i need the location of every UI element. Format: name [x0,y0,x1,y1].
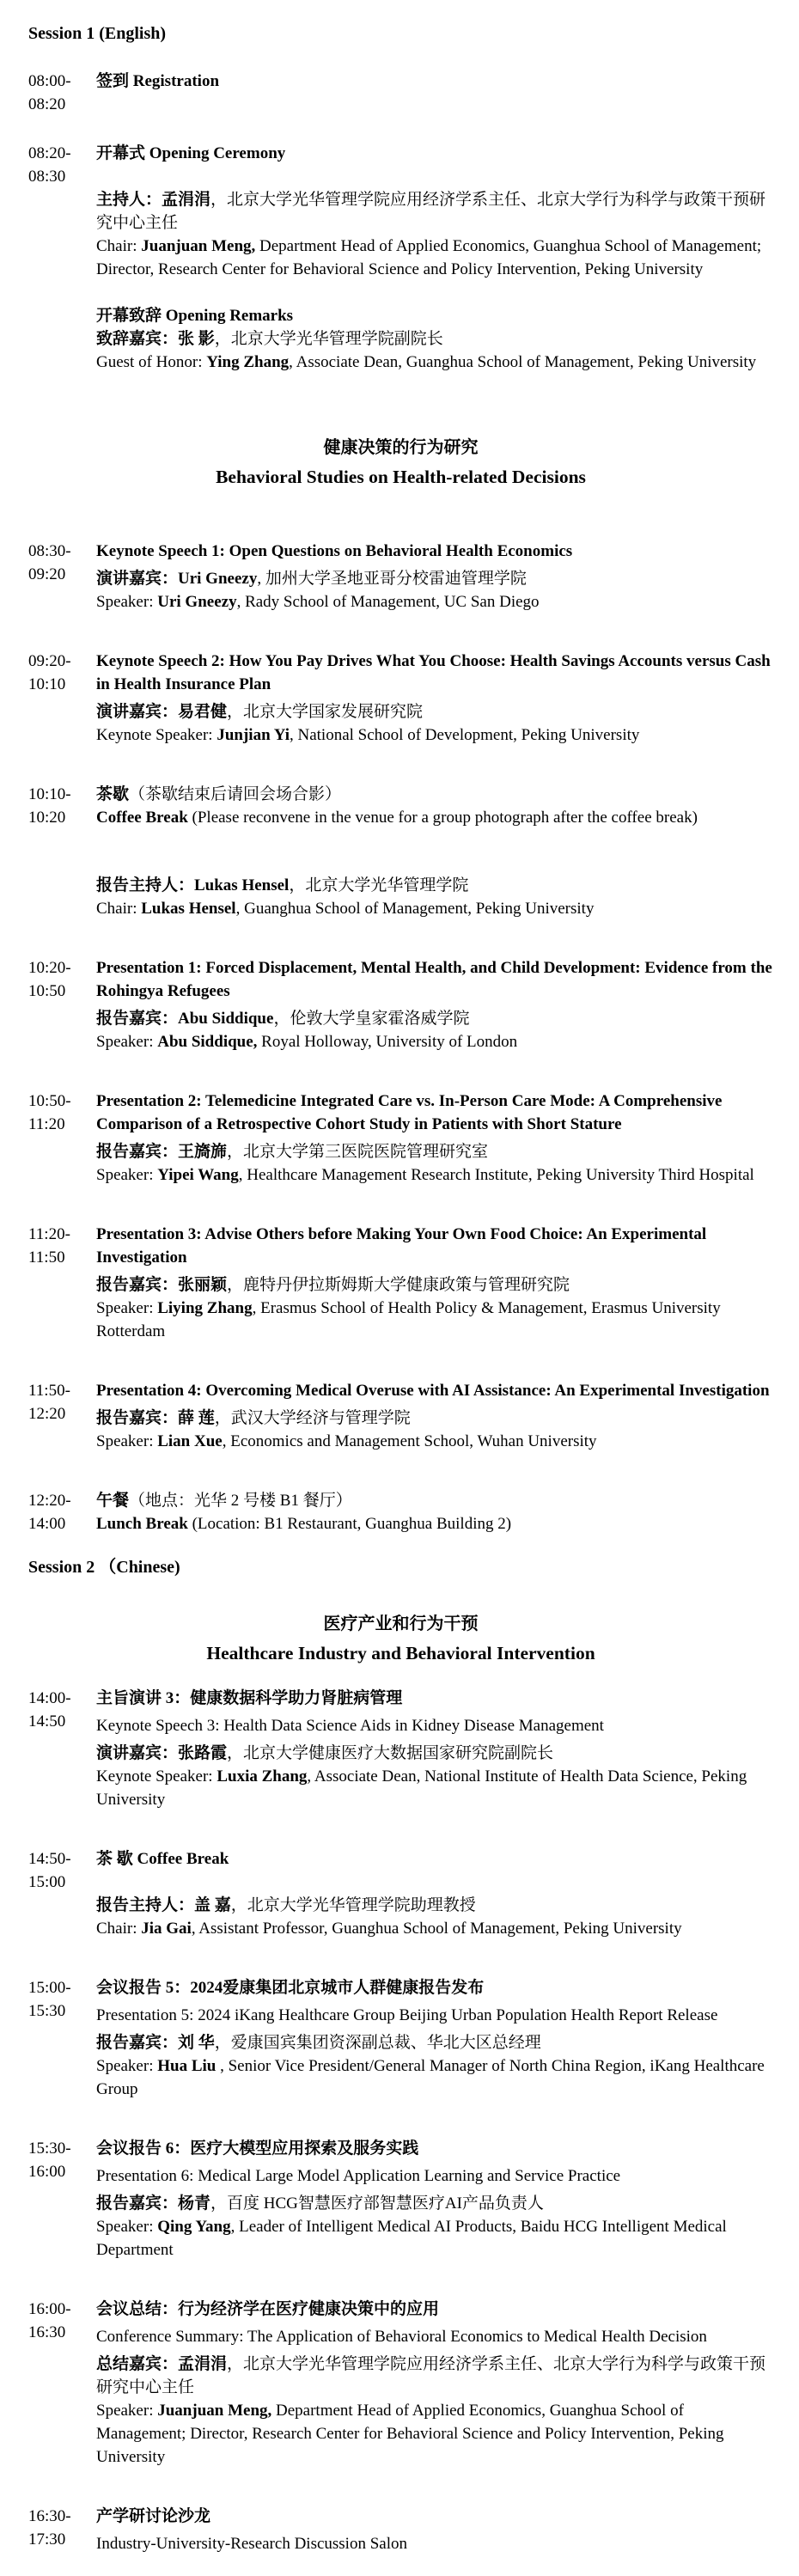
chair-line-zh [96,874,773,897]
event-title-en: Conference Summary: The Application of Behavioral Economics to Medical Health Decision [96,2328,707,2346]
guest-line-zh [96,327,773,351]
speaker-name-en: Juanjuan Meng, [157,2402,272,2420]
speaker-line-zh [96,700,773,723]
speaker-label-en: Keynote Speaker: [96,1767,217,1785]
chair-name-zh: 主持人：孟涓涓 [96,191,211,209]
speaker-label-en: Speaker: [96,593,158,611]
time-label: 10:20-10:50 [28,959,71,1000]
speaker-label-en: Speaker: [96,1033,158,1051]
chair-name-zh: 报告主持人：Lukas Hensel [96,876,290,894]
speaker-affiliation-en: , Senior Vice President/General Manager of North China Region, iKang Healthcare Group [96,2057,765,2098]
speaker-affiliation-zh: ，北京大学健康医疗大数据国家研究院副院长 [227,1744,554,1762]
speaker-line-zh [96,567,773,590]
chair-name-en: Jia Gai [141,1920,192,1938]
chair-label-en: Chair: [96,1920,142,1938]
speaker-affiliation-en: , Rady School of Management, UC San Diego [236,593,540,611]
speaker-line-en [96,1163,773,1187]
speaker-affiliation-zh: ，北京大学国家发展研究院 [227,703,424,721]
time-label: 15:30-16:00 [28,2140,71,2181]
guest-line-en [96,351,773,374]
break-note-zh: （茶歇结束后请回会场合影） [129,785,342,803]
speaker-line-zh [96,2192,773,2215]
speaker-line-zh [96,2353,773,2399]
speaker-name-en: Hua Liu [157,2057,221,2075]
section-heading-zh: 医疗产业和行为干预 [323,1615,479,1633]
speaker-name-zh: 报告嘉宾：薛 莲 [96,1409,215,1427]
guest-affiliation-en: , Associate Dean, Guanghua School of Management, Peking University [289,353,757,371]
event-title: Presentation 2: Telemedicine Integrated Care vs. In-Person Care Mode: A Comprehensive Comparison of a Retrospective Cohort Study in Patients with Short Stature [96,1092,723,1133]
speaker-label-en: Speaker: [96,2402,158,2420]
time-label: 09:20-10:10 [28,652,71,693]
speaker-affiliation-en: Royal Holloway, University of London [257,1033,518,1051]
lunch-location-en: (Location: B1 Restaurant, Guanghua Building 2) [187,1515,512,1533]
chair-label-en: Chair: [96,237,142,255]
agenda-row-presentation5 [28,1976,773,2101]
speaker-affiliation-en: , National School of Development, Peking University [290,726,640,744]
agenda-row-summary [28,2298,773,2469]
event-title: Presentation 3: Advise Others before Making Your Own Food Choice: An Experimental Investigation [96,1225,707,1267]
event-title: Keynote Speech 2: How You Pay Drives What You Choose: Health Savings Accounts versus Cash in Health Insurance Plan [96,652,771,693]
event-title: 开幕式 Opening Ceremony [96,144,286,162]
speaker-name-en: Liying Zhang [157,1299,253,1317]
lunch-location-zh: （地点：光华 2 号楼 B1 餐厅） [129,1492,352,1510]
event-title-en: Industry-University-Research Discussion Salon [96,2535,407,2553]
chair-line-en [96,1917,773,1940]
speaker-line-zh [96,1407,773,1430]
speaker-label-en: Speaker: [96,2057,158,2075]
chair-line-zh [96,188,773,235]
event-title-en: Presentation 5: 2024 iKang Healthcare Group Beijing Urban Population Health Report Release [96,2006,718,2024]
section-heading-en: Behavioral Studies on Health-related Decisions [216,467,586,487]
break-line-en [96,806,773,829]
event-title: Presentation 4: Overcoming Medical Overuse with AI Assistance: An Experimental Investigation [96,1382,770,1400]
chair-affiliation-zh: ，北京大学光华管理学院 [289,876,469,894]
session2-header: Session 2 （Chinese) [28,1558,180,1577]
speaker-line-zh [96,1140,773,1163]
event-title: Keynote Speech 1: Open Questions on Behavioral Health Economics [96,542,573,560]
speaker-label-en: Keynote Speaker: [96,726,217,744]
guest-label-en: Guest of Honor: [96,353,207,371]
speaker-affiliation-en: , Erasmus School of Health Policy & Management, Erasmus University Rotterdam [96,1299,721,1340]
speaker-affiliation-zh: ，百度 HCG智慧医疗部智慧医疗AI产品负责人 [210,2194,544,2213]
chair-name-zh: 报告主持人：盖 嘉 [96,1896,231,1914]
break-note-en: (Please reconvene in the venue for a group photograph after the coffee break) [187,809,698,827]
section-heading-zh: 健康决策的行为研究 [323,438,479,457]
event-title-zh: 会议报告 5：2024爱康集团北京城市人群健康报告发布 [96,1979,485,1997]
time-label: 08:00-08:20 [28,72,71,113]
event-title: 签到 Registration [96,72,220,90]
speaker-affiliation-zh: ，鹿特丹伊拉斯姆斯大学健康政策与管理研究院 [227,1276,570,1294]
break-title-en: Coffee Break [96,809,188,827]
speaker-line-en [96,1297,773,1343]
speaker-name-zh: 报告嘉宾：杨青 [96,2194,211,2213]
speaker-affiliation-en: , Leader of Intelligent Medical AI Products, Baidu HCG Intelligent Medical Department [96,2218,727,2259]
lunch-title-zh: 午餐 [96,1492,130,1510]
speaker-label-en: Speaker: [96,1299,158,1317]
speaker-line-zh [96,1742,773,1765]
speaker-line-en [96,723,773,747]
time-label: 08:30-09:20 [28,542,71,583]
chair-name-en: Juanjuan Meng, [141,237,256,255]
section-heading-1 [28,434,773,491]
speaker-line-en [96,1765,773,1811]
speaker-name-en: Junjian Yi [217,726,290,744]
agenda-row-coffee-break-1 [28,783,773,829]
event-title-en: Presentation 6: Medical Large Model Application Learning and Service Practice [96,2167,621,2185]
speaker-affiliation-zh: , 加州大学圣地亚哥分校雷迪管理学院 [257,570,527,588]
speaker-label-en: Speaker: [96,2218,158,2236]
event-title-zh: 会议报告 6：医疗大模型应用探索及服务实践 [96,2140,419,2158]
lunch-line-zh [96,1489,773,1512]
agenda-row-presentation2 [28,1090,773,1187]
speaker-name-zh: 报告嘉宾：刘 华 [96,2034,215,2052]
speaker-name-en: Yipei Wang [157,1166,239,1184]
chair-line-en [96,235,773,281]
speaker-line-en [96,1430,773,1453]
chair-affiliation-en: , Assistant Professor, Guanghua School of Management, Peking University [191,1920,682,1938]
time-label: 14:50-15:00 [28,1850,71,1891]
speaker-name-en: Abu Siddique, [157,1033,258,1051]
speaker-affiliation-zh: ，伦敦大学皇家霍洛威学院 [273,1010,470,1028]
time-label: 16:30-17:30 [28,2507,71,2549]
chair-label-en: Chair: [96,900,142,918]
agenda-row-lunch [28,1489,773,1535]
agenda-row-opening-ceremony [28,142,773,374]
agenda-row-salon [28,2505,773,2555]
agenda-row-chair-note [28,874,773,920]
time-label: 14:00-14:50 [28,1689,71,1731]
speaker-line-en [96,2215,773,2262]
speaker-line-en [96,1030,773,1053]
agenda-row-presentation4 [28,1379,773,1453]
agenda-row-keynote1 [28,540,773,613]
break-line-zh [96,783,773,806]
time-label: 11:20-11:50 [28,1225,70,1267]
chair-line-zh [96,1894,773,1917]
speaker-affiliation-zh: ，北京大学光华管理学院应用经济学系主任、北京大学行为科学与政策干预研究中心主任 [96,2355,766,2396]
opening-remarks-title: 开幕致辞 Opening Remarks [96,307,294,325]
time-label-empty [28,874,96,920]
speaker-name-zh: 总结嘉宾：孟涓涓 [96,2355,228,2373]
speaker-affiliation-zh: ，爱康国宾集团资深副总裁、华北大区总经理 [214,2034,541,2052]
guest-name-en: Ying Zhang [206,353,290,371]
speaker-name-en: Luxia Zhang [217,1767,308,1785]
guest-affiliation-zh: ，北京大学光华管理学院副院长 [214,330,443,348]
section-heading-2 [28,1610,773,1668]
chair-name-en: Lukas Hensel [141,900,236,918]
speaker-affiliation-zh: ，北京大学第三医院医院管理研究室 [227,1143,489,1161]
chair-affiliation-zh: ，北京大学光华管理学院助理教授 [230,1896,476,1914]
event-title-zh: 会议总结：行为经济学在医疗健康决策中的应用 [96,2300,440,2318]
speaker-name-en: Lian Xue [157,1432,223,1450]
agenda-row-presentation1 [28,956,773,1053]
time-label: 08:20-08:30 [28,144,71,186]
speaker-label-en: Speaker: [96,1166,158,1184]
agenda-row-keynote2 [28,650,773,747]
speaker-name-zh: 演讲嘉宾：张路霞 [96,1744,228,1762]
time-label: 10:50-11:20 [28,1092,71,1133]
speaker-line-en [96,2399,773,2469]
speaker-name-en: Uri Gneezy [157,593,237,611]
time-label: 15:00-15:30 [28,1979,71,2020]
speaker-name-en: Qing Yang [157,2218,231,2236]
event-title-en: Keynote Speech 3: Health Data Science Aids in Kidney Disease Management [96,1717,604,1735]
speaker-label-en: Speaker: [96,1432,158,1450]
agenda-row-coffee-break-2 [28,1847,773,1940]
speaker-affiliation-en: , Healthcare Management Research Institute, Peking University Third Hospital [238,1166,754,1184]
session1-header: Session 1 (English) [28,24,167,43]
break-title-zh: 茶歇 [96,785,130,803]
agenda-row-presentation3 [28,1223,773,1343]
speaker-line-en [96,590,773,613]
speaker-name-zh: 报告嘉宾：王旖旆 [96,1143,228,1161]
speaker-name-zh: 演讲嘉宾：Uri Gneezy [96,570,258,588]
event-title-zh: 产学研讨论沙龙 [96,2507,211,2525]
speaker-name-zh: 报告嘉宾：张丽颖 [96,1276,228,1294]
speaker-affiliation-zh: ，武汉大学经济与管理学院 [214,1409,411,1427]
speaker-line-zh [96,1273,773,1297]
speaker-name-zh: 演讲嘉宾：易君健 [96,703,228,721]
agenda-row-registration [28,70,773,116]
event-title-zh: 主旨演讲 3：健康数据科学助力肾脏病管理 [96,1689,403,1707]
time-label: 11:50-12:20 [28,1382,70,1423]
chair-affiliation-en: , Guanghua School of Management, Peking University [235,900,595,918]
speaker-affiliation-en: Department Head of Applied Economics, Guanghua School of Management; Director, Research Center for Behavioral Science and Policy Intervention, Peking University [96,2402,724,2466]
chair-affiliation-en: Department Head of Applied Economics, Guanghua School of Management; Director, Research Center for Behavioral Science and Policy Intervention, Peking University [96,237,762,278]
time-label: 10:10-10:20 [28,785,71,827]
speaker-line-zh [96,2031,773,2054]
section-heading-en: Healthcare Industry and Behavioral Intervention [206,1643,595,1663]
chair-affiliation-zh: ，北京大学光华管理学院应用经济学系主任、北京大学行为科学与政策干预研究中心主任 [96,191,766,232]
speaker-name-zh: 报告嘉宾：Abu Siddique [96,1010,274,1028]
lunch-line-en [96,1512,773,1535]
time-label: 16:00-16:30 [28,2300,71,2341]
speaker-affiliation-en: , Economics and Management School, Wuhan University [222,1432,597,1450]
speaker-line-en [96,2054,773,2101]
break-title: 茶 歇 Coffee Break [96,1850,229,1868]
chair-line-en [96,897,773,920]
agenda-row-keynote3 [28,1687,773,1811]
guest-name-zh: 致辞嘉宾：张 影 [96,330,215,348]
lunch-title-en: Lunch Break [96,1515,188,1533]
speaker-affiliation-en: , Associate Dean, National Institute of Health Data Science, Peking University [96,1767,747,1809]
time-label: 12:20-14:00 [28,1492,71,1533]
speaker-line-zh [96,1007,773,1030]
event-title: Presentation 1: Forced Displacement, Mental Health, and Child Development: Evidence from the Rohingya Refugees [96,959,772,1000]
agenda-row-presentation6 [28,2137,773,2262]
